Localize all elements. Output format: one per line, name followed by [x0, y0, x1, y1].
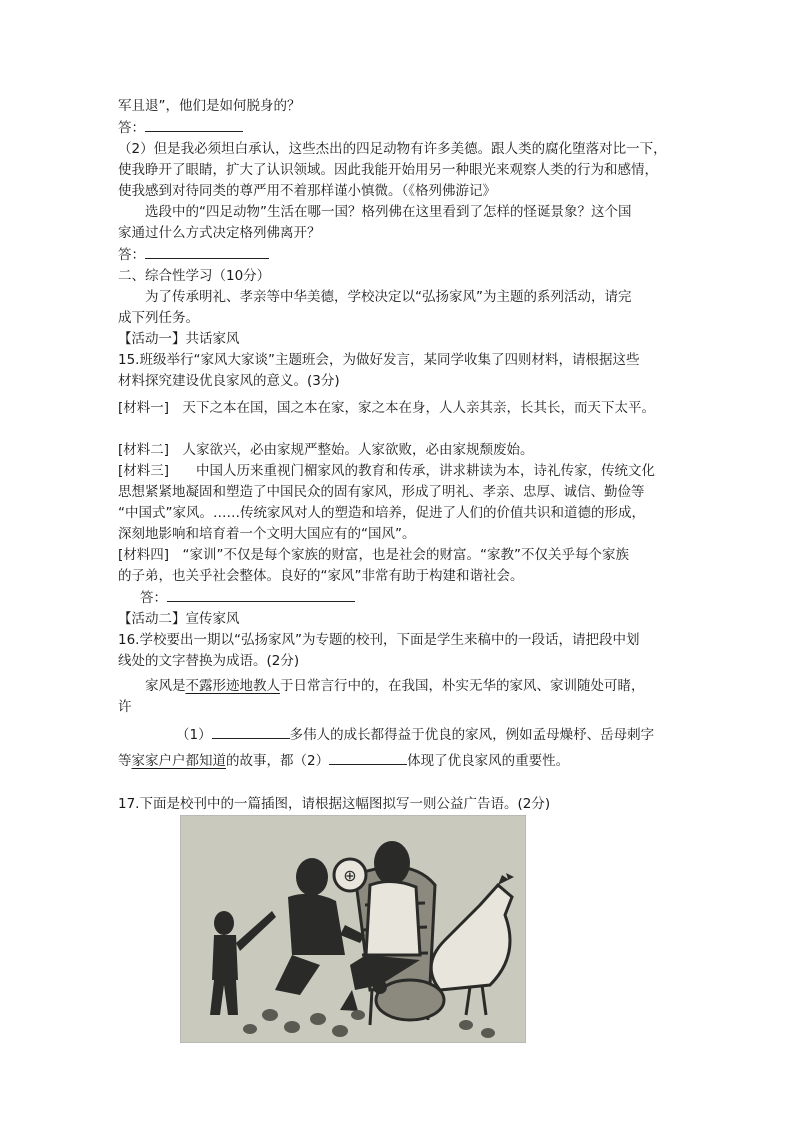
passage-line: 等家家户户都知道的故事，都（2） 体现了优良家风的重要性。: [118, 750, 690, 772]
passage-line: 许: [118, 699, 132, 715]
answer-line: 答：: [118, 117, 690, 139]
material-line: “中国式”家风。……传统家风对人的塑造和培养，促进了人们的价值共识和道德的形成，: [118, 505, 645, 521]
text-line: 使我睁开了眼睛，扩大了认识领域。因此我能开始用另一种眼光来观察人类的行为和感情，: [118, 162, 658, 178]
text-line: 为了传承明礼、孝亲等中华美德，学校决定以“弘扬家风”为主题的系列活动，请完: [145, 289, 632, 305]
activity-heading: 【活动二】宣传家风: [118, 611, 240, 627]
question-line: 16.学校要出一期以“弘扬家风”为专题的校刊，下面是学生来稿中的一段话，请把段中划: [118, 632, 640, 648]
question-line: 选段中的“四足动物”生活在哪一国？格列佛在这里看到了怎样的怪诞景象？这个国: [145, 204, 632, 220]
material-line: [材料四] “家训”不仅是每个家族的财富，也是社会的财富。“家教”不仅关乎每个家族: [118, 547, 630, 563]
section-heading: 二、综合性学习（10分）: [118, 268, 271, 284]
question-line: 家通过什么方式决定格列佛离开？: [118, 225, 321, 241]
illustration-image: [180, 815, 526, 1043]
idiom-blank-1[interactable]: [212, 724, 290, 739]
answer-line: 答：: [118, 244, 690, 266]
material-line: [材料二] 人家欲兴，必由家规严整始。人家欲败，必由家规颓废始。: [118, 442, 534, 458]
idiom-blank-2[interactable]: [329, 750, 407, 765]
underlined-phrase: 家家户户都知道: [131, 753, 226, 769]
answer-blank[interactable]: [167, 587, 355, 602]
hen-figure: [373, 980, 444, 1020]
question-line: 线处的文字替换为成语。(2分): [118, 653, 300, 669]
material-line: 的子弟，也关乎社会整体。良好的“家风”非常有助于构建和谐社会。: [118, 568, 524, 584]
passage-line: 家风是不露形迹地教人于日常言行中的，在我国，朴实无华的家风、家训随处可睹，: [145, 678, 645, 694]
passage-line: （1） 多伟人的成长都得益于优良的家风，例如孟母燥杼、岳母刺字: [118, 724, 690, 746]
material-line: 深刻地影响和培育着一个文明大国应有的“国风”。: [118, 526, 416, 542]
text-line: 成下列任务。: [118, 310, 199, 326]
text-line: 军且退”，他们是如何脱身的？: [118, 98, 301, 114]
text-line: 使我感到对待同类的尊严用不着那样谨小慎微。（《格列佛游记》: [118, 183, 496, 199]
answer-blank[interactable]: [145, 244, 269, 259]
material-line: [材料三] 中国人历来重视门楣家风的教育和传承，讲求耕读为本，诗礼传家，传统文化: [118, 463, 656, 479]
material-line: 思想紧紧地凝固和塑造了中国民众的固有家风，形成了明礼、孝亲、忠厚、诚信、勤俭等: [118, 484, 645, 500]
document-body: [118, 96, 690, 815]
answer-blank[interactable]: [145, 117, 243, 132]
question-line: 17.下面是校刊中的一篇插图，请根据这幅图拟写一则公益广告语。(2分): [118, 796, 551, 812]
text-line: （2）但是我必须坦白承认，这些杰出的四足动物有许多美德。跟人类的腐化堕落对比一下，: [118, 141, 667, 157]
underlined-phrase: 不露形迹地教人: [185, 678, 280, 694]
medallion: [334, 859, 366, 891]
question-line: 15.班级举行“家风大家谈”主题班会，为做好发言，某同学收集了四则材料，请根据这些: [118, 352, 640, 368]
svg-text:⊕: ⊕: [343, 866, 357, 885]
answer-line: 答：: [118, 587, 690, 609]
activity-heading: 【活动一】共话家风: [118, 331, 240, 347]
question-line: 材料探究建设优良家风的意义。(3分): [118, 373, 340, 389]
material-line: [材料一] 天下之本在国，国之本在家，家之本在身，人人亲其亲，长其长，而天下太平。: [118, 400, 656, 416]
